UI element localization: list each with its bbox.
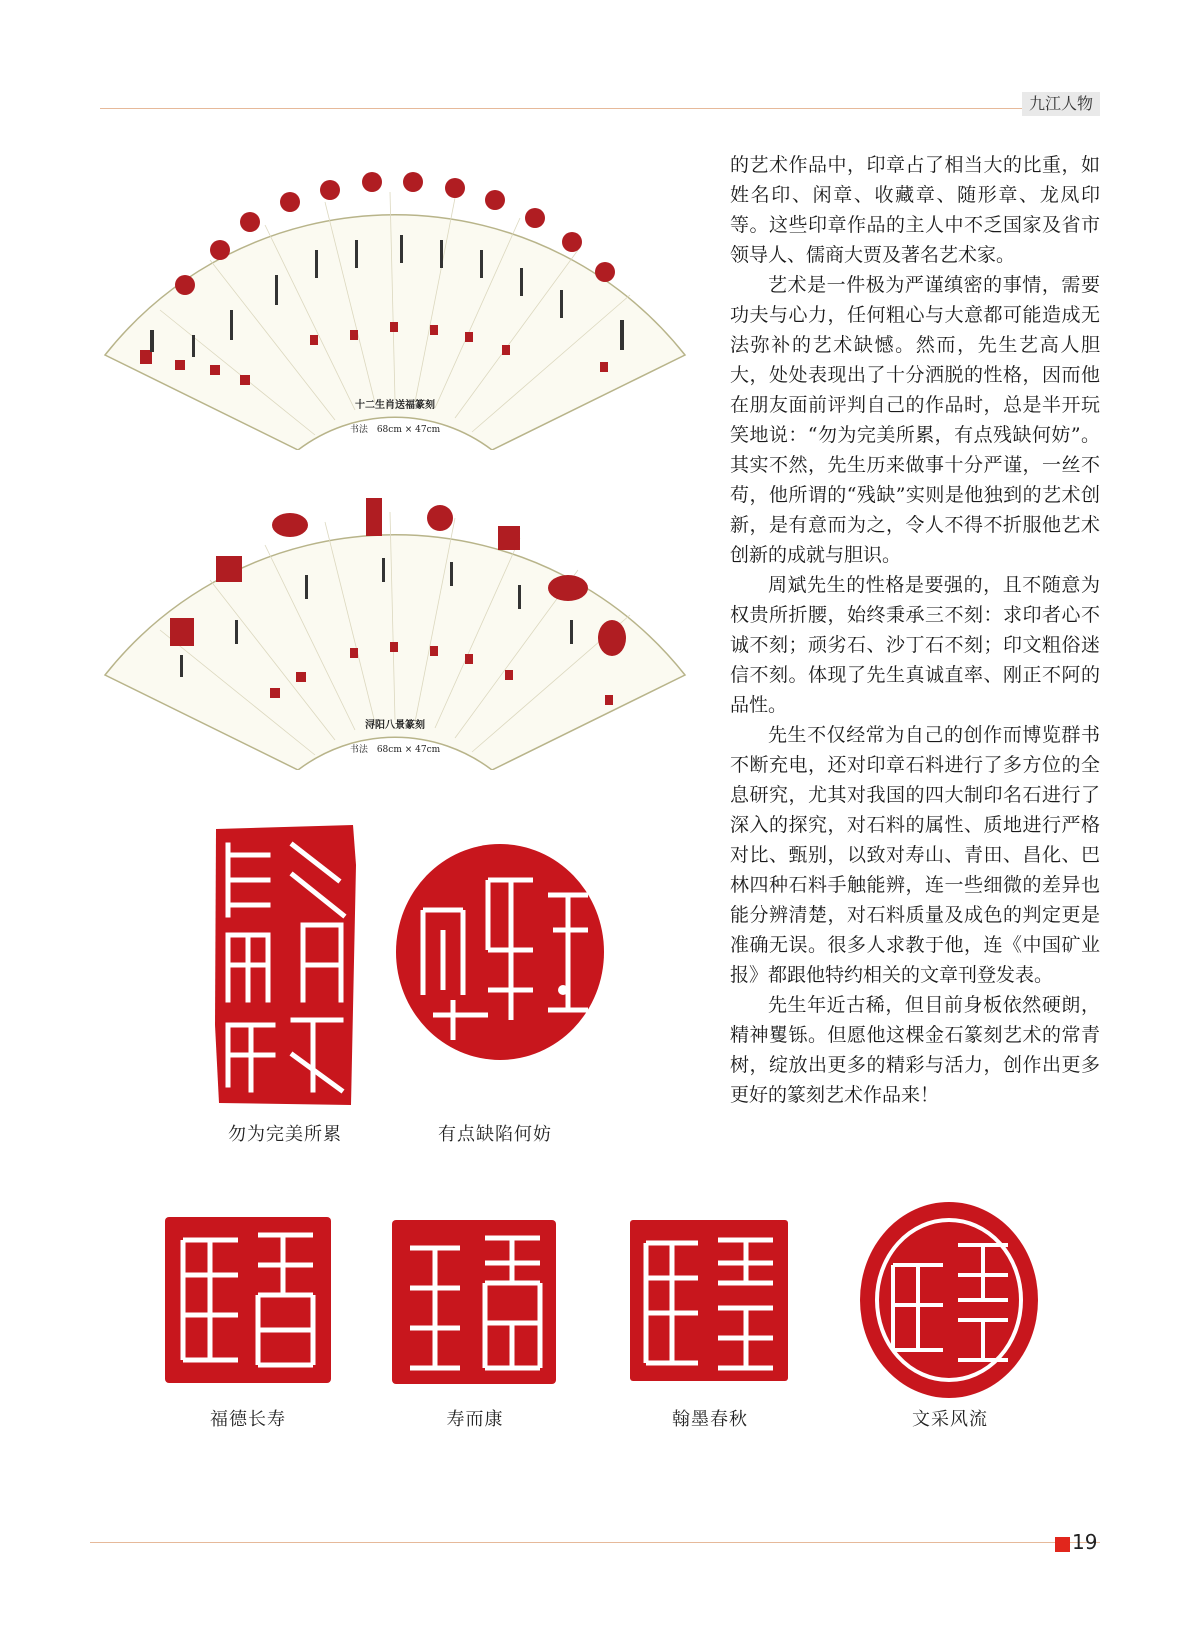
fan-zodiac-caption: 十二生肖送福篆刻 (355, 400, 435, 411)
fan-xunyang-size: 书法 68cm × 47cm (349, 745, 441, 755)
fan-xunyang (100, 470, 690, 774)
fan-xunyang-caption: 浔阳八景篆刻 (365, 720, 425, 731)
paragraph: 先生年近古稀，但目前身板依然硬朗，精神矍铄。但愿他这棵金石篆刻艺术的常青树，绽放出更多的精彩与活力，创作出更多更好的篆刻艺术作品来！ (730, 994, 1100, 1106)
article-body (730, 150, 1100, 1110)
fan-zodiac-size: 书法 68cm × 47cm (349, 425, 441, 435)
seal-caption: 福德长寿 (210, 1409, 286, 1430)
paragraph: 的艺术作品中，印章占了相当大的比重，如姓名印、闲章、收藏章、随形章、龙凤印等。这些印章作品的主人中不乏国家及省市领导人、儒商大贾及著名艺术家。 (730, 154, 1100, 266)
page-marker (1055, 1537, 1070, 1552)
paragraph: 先生不仅经常为自己的创作而博览群书不断充电，还对印章石料进行了多方位的全息研究，尤其对我国的四大制印名石进行了深入的探究，对石料的属性、质地进行严格对比、甄别，以致对寿山、青田、昌化、巴林四种石料手触能辨，连一些细微的差异也能分辨清楚，对石料质量及成色的判定更是准确无误。很多人求教于他，连《中国矿业报》都跟他特约相关的文章刊登发表。 (730, 724, 1100, 986)
seal-caption: 文采风流 (912, 1409, 988, 1430)
paragraph: 艺术是一件极为严谨缜密的事情，需要功夫与心力，任何粗心与大意都可能造成无法弥补的艺术缺憾。然而，先生艺高人胆大，处处表现出了十分洒脱的性格，因而他在朋友面前评判自己的作品时，总是半开玩笑地说：“勿为完美所累，有点残缺何妨”。其实不然，先生历来做事十分严谨，一丝不苟，他所谓的“残缺”实则是他独到的艺术创新，是有意而为之，令人不得不折服他艺术创新的成就与胆识。 (730, 274, 1100, 566)
seal-caption: 翰墨春秋 (672, 1409, 748, 1430)
section-tag: 九江人物 (1022, 92, 1100, 116)
header-rule (100, 108, 1100, 109)
seal-caption: 有点缺陷何妨 (438, 1124, 552, 1145)
seal-image (213, 825, 358, 1111)
fan-zodiac (100, 150, 690, 454)
seal-image (628, 1218, 790, 1387)
seal-caption: 勿为完美所累 (228, 1124, 342, 1145)
seal-image (163, 1215, 333, 1389)
page-number: 19 (1072, 1530, 1098, 1554)
seal-image (393, 840, 608, 1069)
seal-caption: 寿而康 (446, 1409, 504, 1430)
footer-rule (90, 1542, 1100, 1543)
seal-image (390, 1218, 558, 1390)
seal-image (858, 1200, 1040, 1404)
paragraph: 周斌先生的性格是要强的，且不随意为权贵所折腰，始终秉承三不刻：求印者心不诚不刻；顽劣石、沙丁石不刻；印文粗俗迷信不刻。体现了先生真诚直率、刚正不阿的品性。 (730, 574, 1100, 716)
